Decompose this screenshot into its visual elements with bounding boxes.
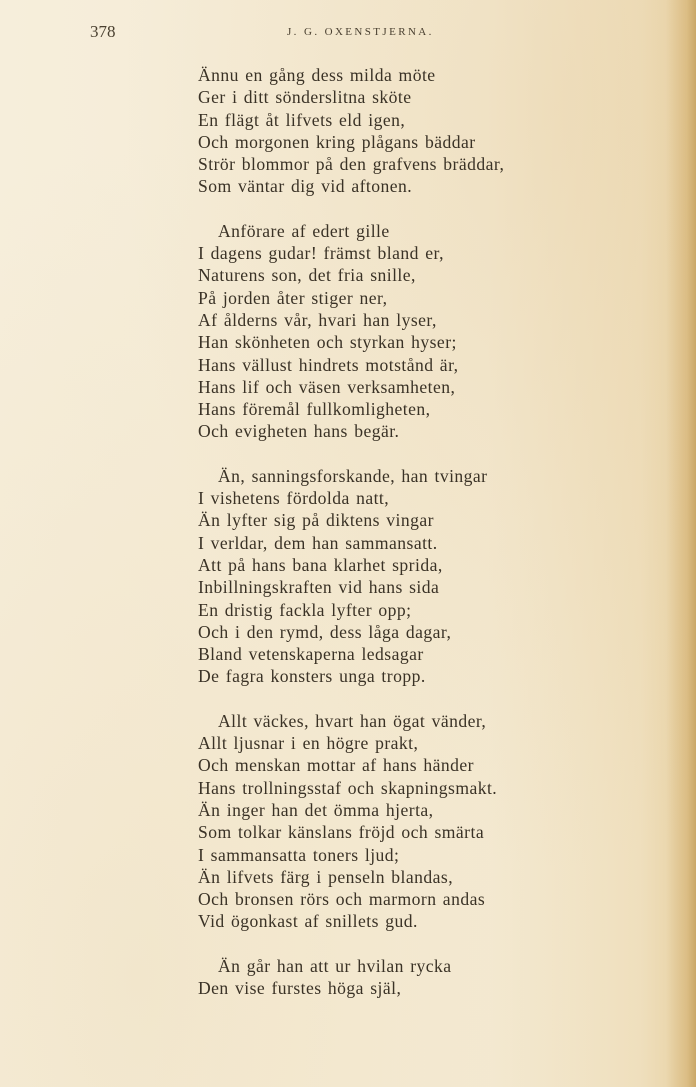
poem-line: I verldar, dem han sammansatt. — [198, 532, 438, 553]
poem-line: I sammansatta toners ljud; — [198, 844, 400, 865]
poem-line: Hans trollningsstaf och skapningsmakt. — [198, 777, 498, 798]
poem-line: En dristig fackla lyfter opp; — [198, 599, 412, 620]
poem-line: Strör blommor på den grafvens bräddar, — [198, 154, 505, 175]
poem-line: Och bronsen rörs och marmorn andas — [198, 889, 486, 910]
page-number: 378 — [90, 22, 116, 41]
poem-line: I dagens gudar! främst bland er, — [198, 243, 444, 264]
poem-line: På jorden åter stiger ner, — [198, 287, 388, 308]
poem-line: Än inger han det ömma hjerta, — [198, 799, 434, 820]
poem-line: Bland vetenskaperna ledsagar — [198, 644, 424, 665]
poem-line: Allt väckes, hvart han ögat vänder, — [218, 710, 487, 731]
poem-line: Ännu en gång dess milda möte — [198, 65, 436, 85]
poem-line: Och morgonen kring plågans bäddar — [198, 131, 476, 152]
poem-line: Hans vällust hindrets motstånd är, — [198, 354, 459, 375]
running-head: J. G. OXENSTJERNA. — [287, 26, 434, 38]
poem-line: Än, sanningsforskande, han tvingar — [218, 465, 488, 486]
poem-body — [198, 64, 668, 1021]
stanza — [198, 64, 668, 198]
page-edge-stain — [666, 0, 696, 1087]
poem-line: De fagra konsters unga tropp. — [198, 666, 426, 687]
poem-line: Än går han att ur hvilan rycka — [218, 955, 452, 976]
poem-line: Som väntar dig vid aftonen. — [198, 176, 413, 197]
poem-line: Allt ljusnar i en högre prakt, — [198, 733, 419, 754]
poem-line: Han skönheten och styrkan hyser; — [198, 332, 457, 353]
poem-line: Hans föremål fullkomligheten, — [198, 399, 431, 420]
poem-line: Inbillningskraften vid hans sida — [198, 577, 440, 598]
poem-line: Än lifvets färg i penseln blandas, — [198, 866, 454, 887]
poem-line: Naturens son, det fria snille, — [198, 265, 416, 286]
poem-line: Hans lif och väsen verksamheten, — [198, 376, 456, 397]
stanza — [198, 955, 668, 1000]
poem-line: I vishetens fördolda natt, — [198, 488, 390, 509]
poem-line: Den vise furstes höga själ, — [198, 977, 402, 998]
page-header — [0, 22, 696, 42]
poem-line: Och i den rymd, dess låga dagar, — [198, 621, 452, 642]
poem-line: Och evigheten hans begär. — [198, 421, 400, 442]
poem-line: Ger i ditt sönderslitna sköte — [198, 87, 412, 108]
stanza — [198, 710, 668, 933]
poem-line: Anförare af edert gille — [218, 220, 390, 241]
poem-line: Af ålderns vår, hvari han lyser, — [198, 309, 437, 330]
poem-line: Och menskan mottar af hans händer — [198, 755, 474, 776]
poem-line: Vid ögonkast af snillets gud. — [198, 911, 418, 932]
poem-line: En flägt åt lifvets eld igen, — [198, 109, 406, 130]
poem-line: Än lyfter sig på diktens vingar — [198, 510, 434, 531]
poem-line: Som tolkar känslans fröjd och smärta — [198, 822, 485, 843]
stanza — [198, 465, 668, 688]
stanza — [198, 220, 668, 443]
poem-line: Att på hans bana klarhet sprida, — [198, 554, 443, 575]
